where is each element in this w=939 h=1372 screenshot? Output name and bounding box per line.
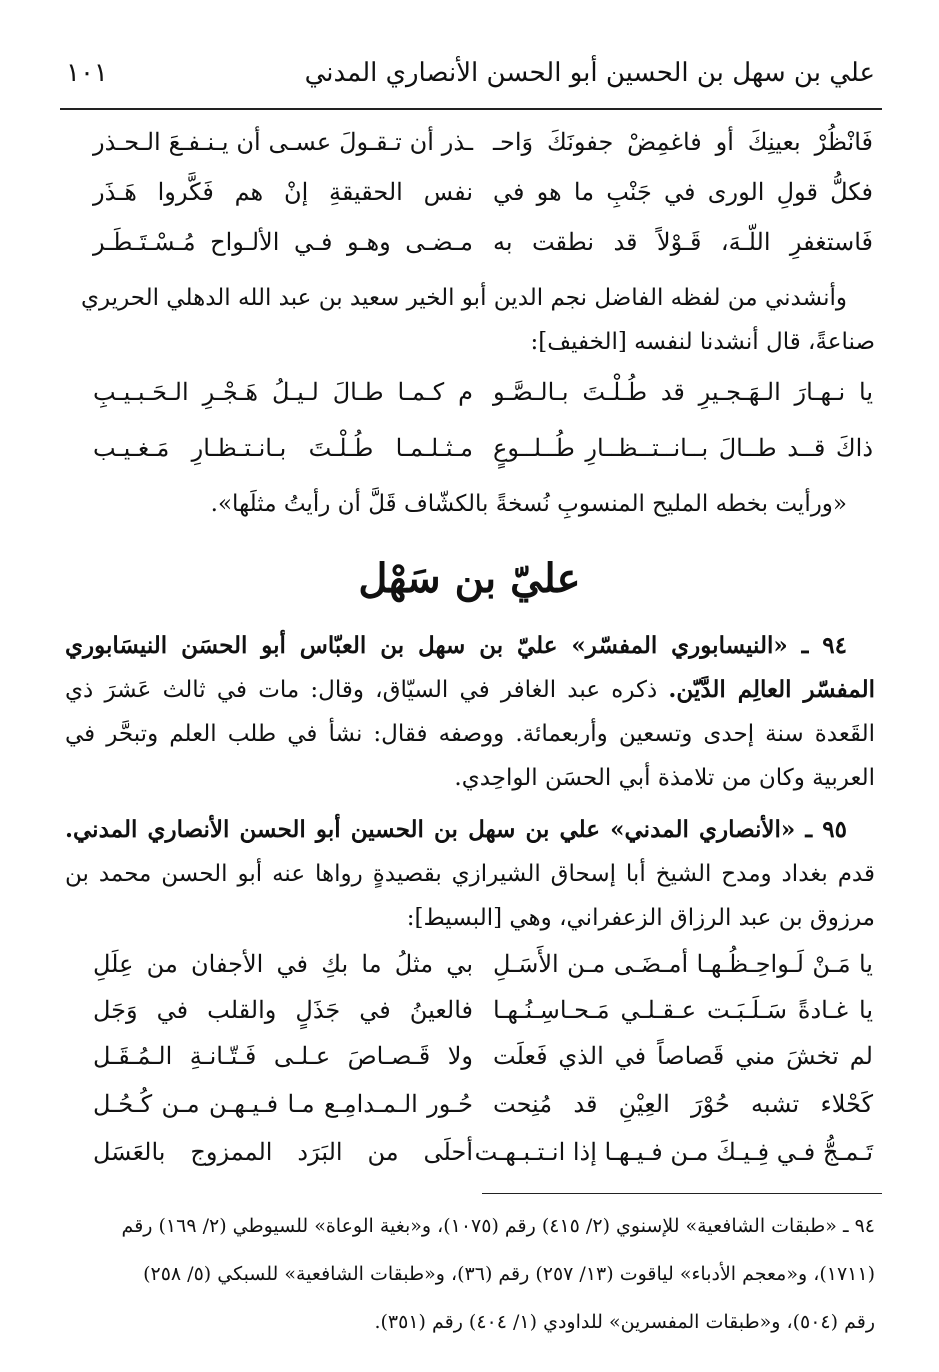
verse-first-hemistich: لم تخشَ مني قَصاصاً في الذي فَعلَت <box>493 1042 873 1070</box>
verse-first-hemistich: تَـمـجُّ فـي فِـيـكَ مـن فـيـهـا إذا انـتـبـهـت <box>474 1138 873 1166</box>
poem1-verse-3 <box>93 228 873 278</box>
poem3-verse-4 <box>93 1090 873 1140</box>
verse-second-hemistich: أحلَى من البَرَد الممزوج بالعَسَل <box>93 1138 473 1166</box>
paragraph-recitation <box>65 276 875 364</box>
page-number: ١٠١ <box>66 58 108 88</box>
verse-second-hemistich: حُـور الـمـدامِـع مـا فـيـهـن مـن كُـحُـل <box>93 1090 473 1118</box>
quote-paragraph <box>65 482 875 526</box>
header-divider <box>60 108 882 110</box>
poem3-verse-2 <box>93 996 873 1046</box>
footnote-divider <box>482 1193 882 1194</box>
poem2-verse-1 <box>93 378 873 428</box>
verse-first-hemistich: يا غـادةً سَـلَـبَـت عـقـلـي مَـحـاسِـنُـهـا <box>493 996 873 1024</box>
footnote-line: (١٧١١)، و«معجم الأدباء» لياقوت (١٣/ ٢٥٧) رقم (٣٦)، و«طبقات الشافعية» للسبكي (٥/ ٢٥٨) <box>143 1263 875 1285</box>
poem3-verse-5 <box>93 1138 873 1188</box>
poem3-verse-1 <box>93 950 873 1000</box>
verse-second-hemistich: م كـمـا طـالَ لـيـلُ هَـجْـرِ الـحَـبـيـبِ <box>93 378 473 406</box>
section-title: عليّ بن سَهْل <box>358 555 581 602</box>
poem3-verse-3 <box>93 1042 873 1092</box>
footnote <box>65 1202 875 1346</box>
verse-second-hemistich: مـثـلـمـا طُـلْـتَ بـانـتـظـارِ مَـغـيـب <box>93 434 473 462</box>
paragraph-line: صناعةً، قال أنشدنا لنفسه [الخفيف]: <box>530 329 875 355</box>
verse-first-hemistich: يا مَـنْ لَـواحِـظُـهـا أمـضَـى مـن الأَسَـلِ <box>493 950 873 978</box>
entry-text: ذكره عبد الغافر في السيّاق، وقال: مات في ثالث عَشرَ ذي القَعدة سنة إحدى وتسعين وأربعمائة. ووصفه فقال: نشأ في طلب العلم وتبحَّر في العربية وكان من تلامذة أبي الحسَن الواحِدي. <box>65 677 875 791</box>
verse-first-hemistich: فَانْظُرْ بعينِكَ أو فاغمِضْ جفونَكَ وَاحـ <box>493 128 873 156</box>
verse-second-hemistich: مـضـى وهـو فـي الألـواح مُـسْـتَـطَـر <box>93 228 473 256</box>
entry-94 <box>65 624 875 800</box>
verse-second-hemistich: ـذر أن تـقـولَ عسـى أن يـنـفـعَ الـحـذر <box>93 128 473 156</box>
quote-text: «ورأيت بخطه المليح المنسوبِ نُسخةً بالكشّاف قَلَّ أن رأيتُ مثلَها». <box>210 491 847 517</box>
verse-first-hemistich: كَحْلاء تشبه حُوْرَ العِيْنِ قد مُنِحت <box>493 1090 873 1118</box>
verse-second-hemistich: نفس الحقيقةِ إنْ هم فَكَّروا هَـذَر <box>93 178 473 206</box>
verse-first-hemistich: ذاكَ قــد طــالَ بــانــتــظــارِ طُــلــوعٍ <box>493 434 873 462</box>
paragraph-line: وأنشدني من لفظه الفاضل نجم الدين أبو الخير سعيد بن عبد الله الدهلي الحريري <box>80 285 847 311</box>
verse-second-hemistich: ولا قَـصـاصَ عـلـى فَـتّـانـةِ الـمُـقَـل <box>93 1042 473 1070</box>
entry-heading: ٩٥ ـ «الأنصاري المدني» علي بن سهل بن الحسين أبو الحسن الأنصاري المدني. <box>65 816 847 843</box>
verse-first-hemistich: يا نـهـارَ الـهَـجـيرِ قد طُـلْـتَ بـالـصَّـو <box>493 378 873 406</box>
entry-95 <box>65 808 875 940</box>
poem1-verse-2 <box>93 178 873 228</box>
verse-second-hemistich: بي مثلُ ما بكِ في الأجفان من عِلَلِ <box>93 950 473 978</box>
poem2-verse-2 <box>93 434 873 484</box>
verse-first-hemistich: فَاستغفرِ اللّـهَ، قَـوْلاً قد نطقت به <box>493 228 873 256</box>
entry-heading: ٩٤ ـ «النيسابوري المفسّر» عليّ بن سهل بن العبّاس أبو الحسَن النيسَابوري المفسّر العالِم الدَّيّن. <box>65 632 875 703</box>
running-header-title: علي بن سهل بن الحسين أبو الحسن الأنصاري المدني <box>304 58 875 88</box>
poem1-verse-1 <box>93 128 873 178</box>
verse-second-hemistich: فالعينُ في جَذَلٍ والقلب في وَجَل <box>93 996 473 1024</box>
entry-text: قدم بغداد ومدح الشيخ أبا إسحاق الشيرازي بقصيدةٍ رواها عنه أبو الحسن محمد بن مرزوق بن عبد الرزاق الزعفراني، وهي [البسيط]: <box>65 861 875 931</box>
verse-first-hemistich: فكلُّ قولِ الورى في جَنْبِ ما هو في <box>493 178 873 206</box>
footnote-line: ٩٤ ـ «طبقات الشافعية» للإسنوي (٢/ ٤١٥) رقم (١٠٧٥)، و«بغية الوعاة» للسيوطي (٢/ ١٦٩) رقم <box>121 1215 875 1237</box>
footnote-line: رقم (٥٠٤)، و«طبقات المفسرين» للداودي (١/ ٤٠٤) رقم (٣٥١). <box>374 1311 875 1333</box>
